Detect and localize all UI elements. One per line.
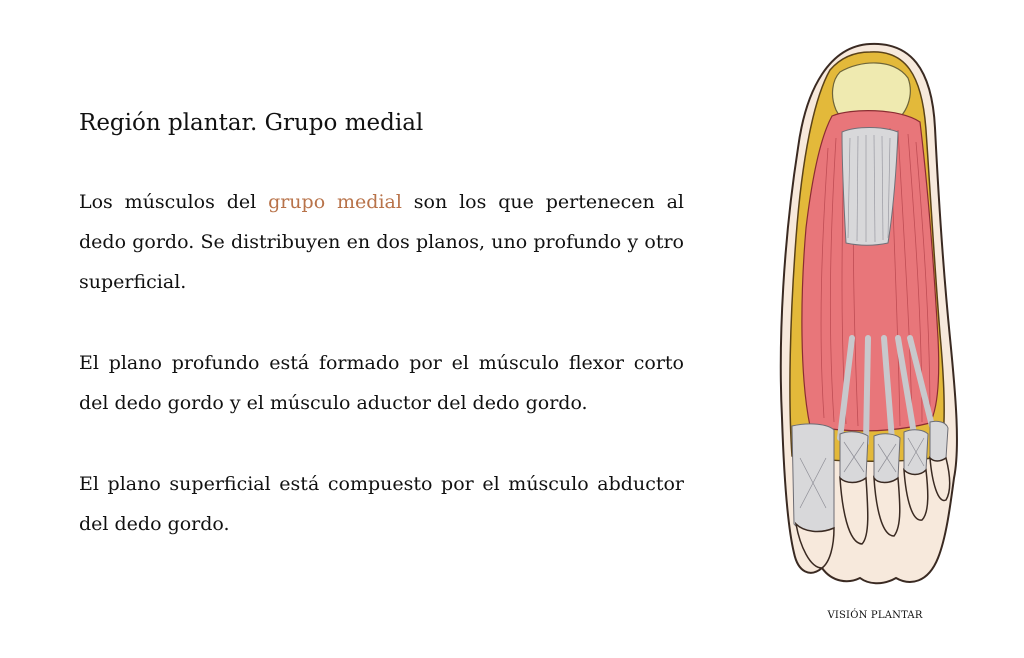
- text-column: [79, 110, 684, 585]
- paragraph-intro-after: son los que pertenecen al dedo gordo. Se distribuyen en dos planos, uno profundo y otro superficial.: [79, 191, 684, 293]
- figure-caption: VISIÓN PLANTAR: [827, 610, 923, 621]
- highlight-link[interactable]: grupo medial: [268, 191, 402, 213]
- foot-illustration: [770, 38, 970, 586]
- paragraph-intro-before: Los músculos del: [79, 191, 269, 213]
- paragraph-superficial-plane: El plano superficial está compuesto por el músculo abductor del dedo gordo.: [79, 473, 684, 535]
- paragraph-deep-plane: El plano profundo está formado por el músculo flexor corto del dedo gordo y el músculo aductor del dedo gordo.: [79, 352, 684, 414]
- paragraph-intro: [79, 182, 684, 302]
- foot-plantar-icon: [770, 38, 970, 586]
- page-title: Región plantar. Grupo medial: [79, 110, 424, 136]
